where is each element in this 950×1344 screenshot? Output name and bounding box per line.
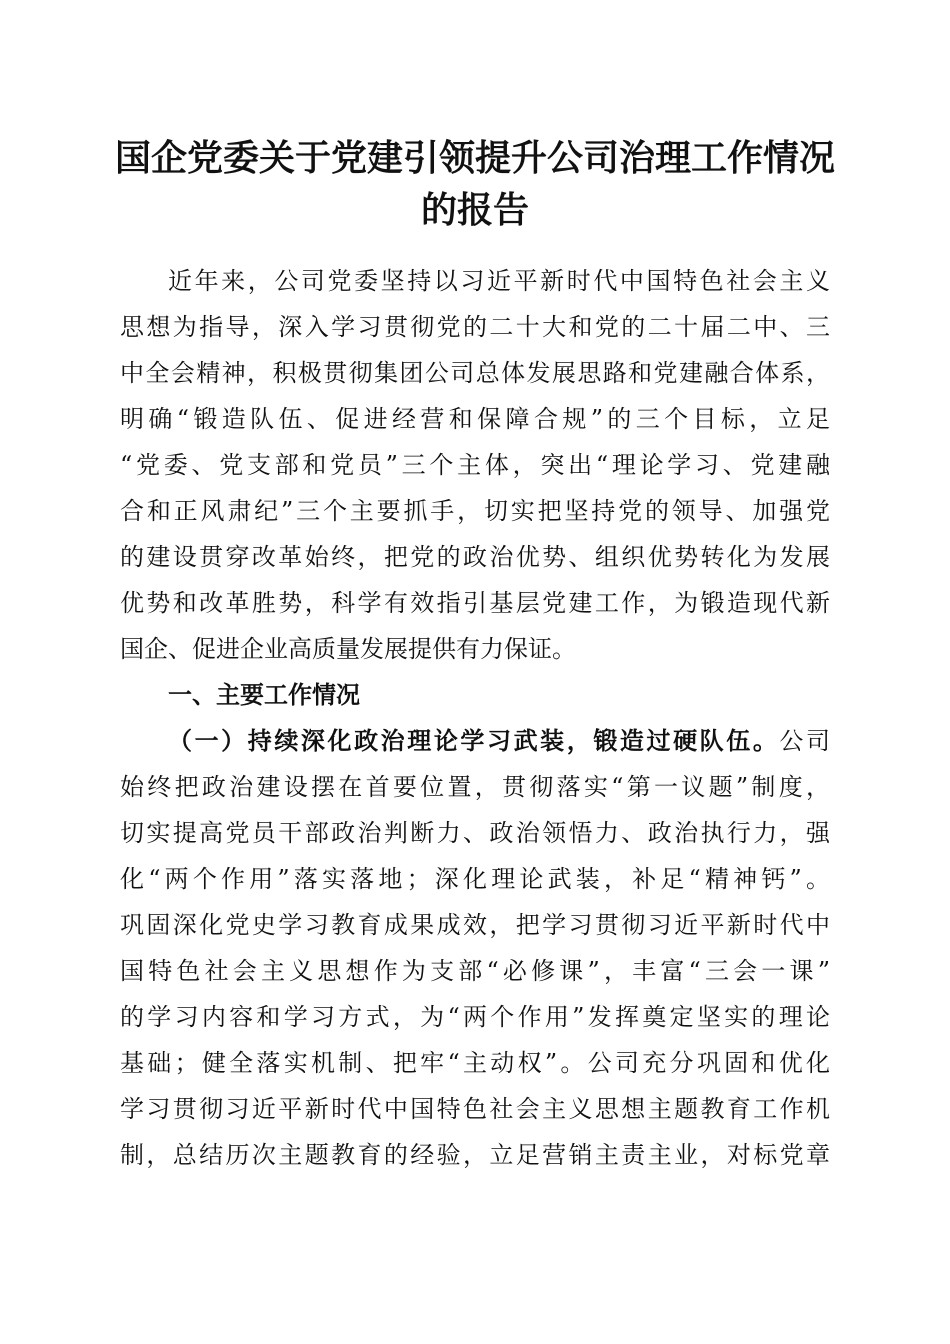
paragraph-line: 巩固深化党史学习教育成果成效，把学习贯彻习近平新时代中 <box>120 911 830 939</box>
paragraph-line: 的建设贯穿改革始终，把党的政治优势、组织优势转化为发展 <box>120 543 830 571</box>
paragraph-line: 基础；健全落实机制、把牢“主动权”。公司充分巩固和优化 <box>120 1049 830 1077</box>
intro-paragraph <box>120 258 830 672</box>
subsection-first-line-tail: 公司 <box>779 727 831 755</box>
section-heading: 一、主要工作情况 <box>168 681 360 709</box>
paragraph-line: 明确“锻造队伍、促进经营和保障合规”的三个目标，立足 <box>120 405 830 433</box>
document-title <box>100 132 850 236</box>
paragraph-line: 制，总结历次主题教育的经验，立足营销主责主业，对标党章 <box>120 1141 830 1169</box>
paragraph-line: 近年来，公司党委坚持以习近平新时代中国特色社会主义 <box>168 267 830 295</box>
paragraph-line: “党委、党支部和党员”三个主体，突出“理论学习、党建融 <box>120 451 830 479</box>
subsection-heading: （一）持续深化政治理论学习武装，锻造过硬队伍。 <box>168 727 780 755</box>
subsection-paragraph <box>120 718 830 1178</box>
title-line-2: 的报告 <box>420 189 529 231</box>
title-line-1: 国企党委关于党建引领提升公司治理工作情况 <box>114 137 835 179</box>
paragraph-line <box>120 718 830 764</box>
paragraph-line: 国企、促进企业高质量发展提供有力保证。 <box>120 635 576 663</box>
document-body <box>120 258 830 1178</box>
paragraph-line: 优势和改革胜势，科学有效指引基层党建工作，为锻造现代新 <box>120 589 830 617</box>
paragraph-line: 切实提高党员干部政治判断力、政治领悟力、政治执行力，强 <box>120 819 830 847</box>
paragraph-line: 合和正风肃纪”三个主要抓手，切实把坚持党的领导、加强党 <box>120 497 830 525</box>
paragraph-line: 学习贯彻习近平新时代中国特色社会主义思想主题教育工作机 <box>120 1095 830 1123</box>
paragraph-line: 中全会精神，积极贯彻集团公司总体发展思路和党建融合体系， <box>120 359 830 387</box>
paragraph-line: 国特色社会主义思想作为支部“必修课”，丰富“三会一课” <box>120 957 830 985</box>
paragraph-line: 始终把政治建设摆在首要位置，贯彻落实“第一议题”制度， <box>120 773 830 801</box>
paragraph-line: 化“两个作用”落实落地；深化理论武装，补足“精神钙”。 <box>120 865 830 893</box>
paragraph-line: 思想为指导，深入学习贯彻党的二十大和党的二十届二中、三 <box>120 313 830 341</box>
paragraph-line: 的学习内容和学习方式，为“两个作用”发挥奠定坚实的理论 <box>120 1003 830 1031</box>
